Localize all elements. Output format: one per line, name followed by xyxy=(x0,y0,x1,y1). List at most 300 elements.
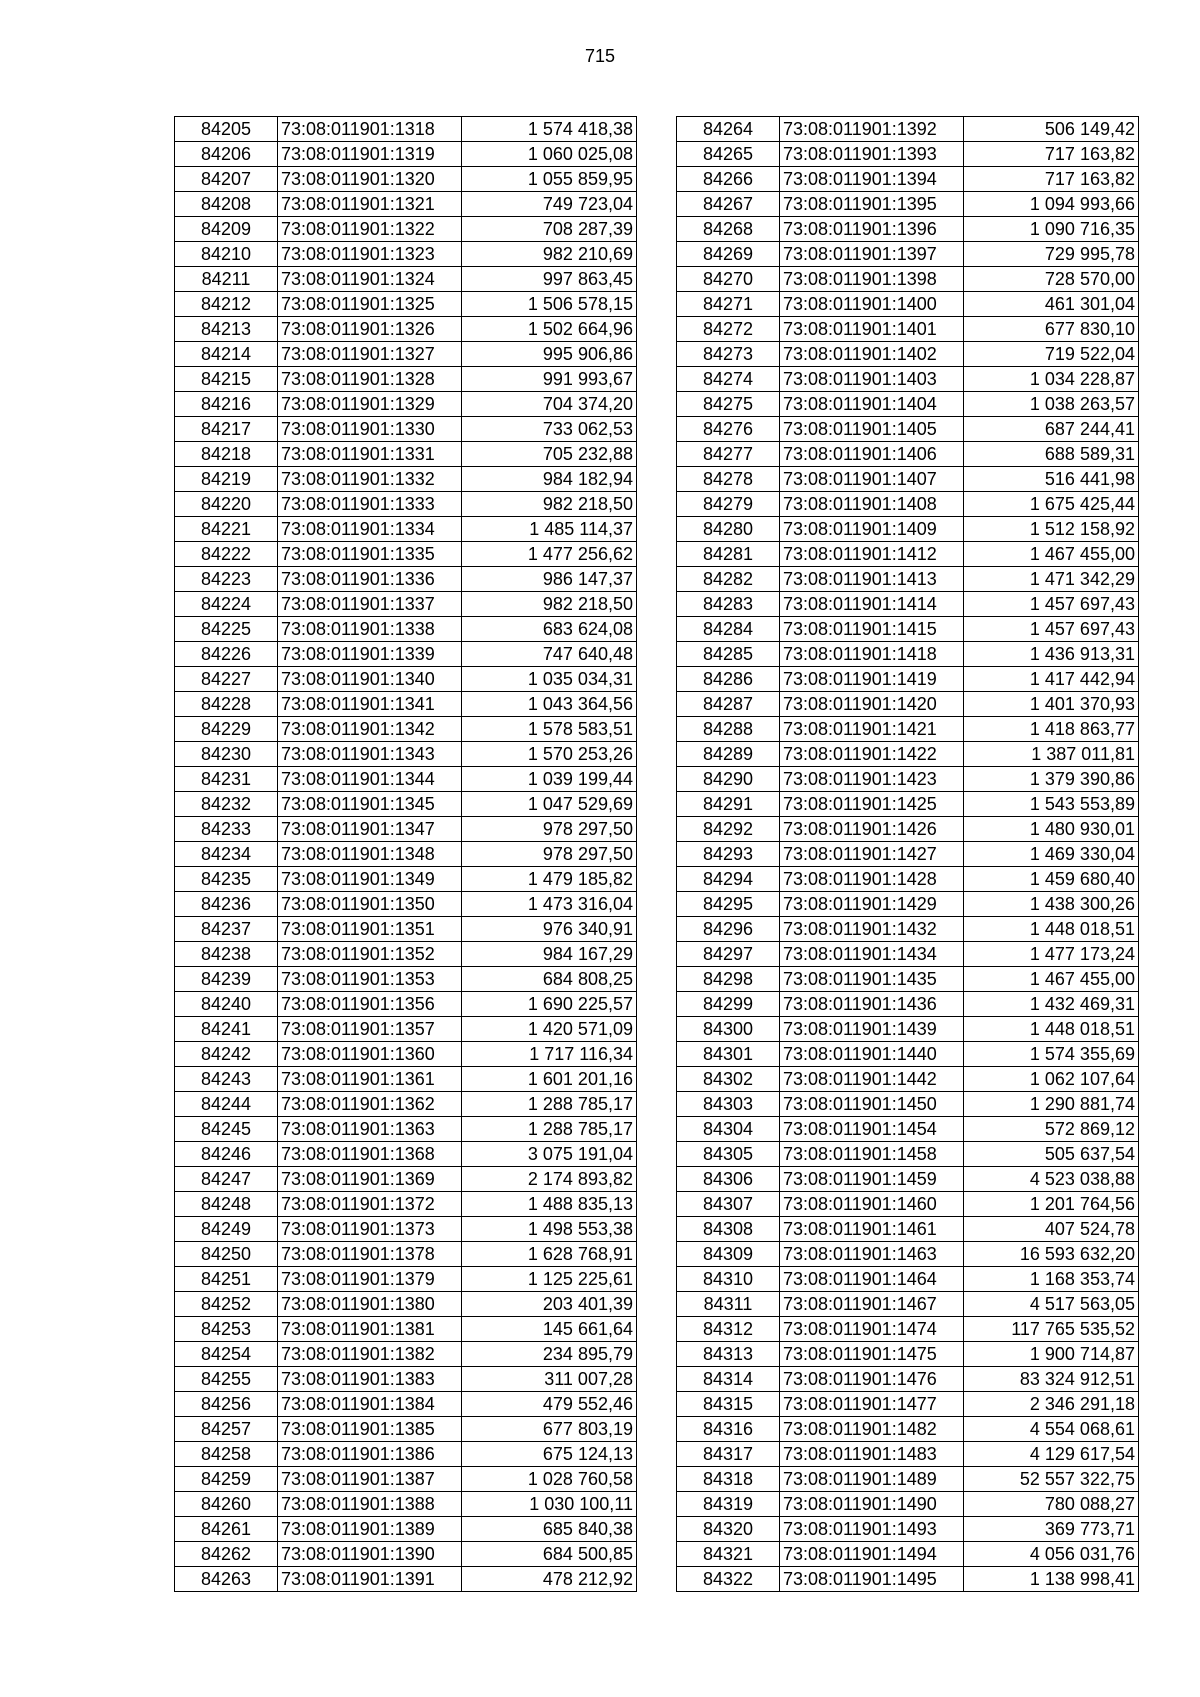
row-number-cell: 84209 xyxy=(175,217,278,242)
cadastral-number-cell: 73:08:011901:1322 xyxy=(278,217,462,242)
row-number-cell: 84215 xyxy=(175,367,278,392)
table-row xyxy=(175,167,637,192)
table-row xyxy=(175,1367,637,1392)
row-number-cell: 84247 xyxy=(175,1167,278,1192)
cadastral-number-cell: 73:08:011901:1493 xyxy=(780,1517,964,1542)
value-cell: 1 477 173,24 xyxy=(964,942,1139,967)
row-number-cell: 84291 xyxy=(677,792,780,817)
row-number-cell: 84236 xyxy=(175,892,278,917)
row-number-cell: 84207 xyxy=(175,167,278,192)
table-row xyxy=(175,517,637,542)
cadastral-number-cell: 73:08:011901:1412 xyxy=(780,542,964,567)
cadastral-number-cell: 73:08:011901:1405 xyxy=(780,417,964,442)
cadastral-number-cell: 73:08:011901:1402 xyxy=(780,342,964,367)
value-cell: 369 773,71 xyxy=(964,1517,1139,1542)
cadastral-number-cell: 73:08:011901:1396 xyxy=(780,217,964,242)
table-row xyxy=(175,1517,637,1542)
value-cell: 1 574 418,38 xyxy=(462,117,637,142)
value-cell: 1 417 442,94 xyxy=(964,667,1139,692)
cadastral-number-cell: 73:08:011901:1413 xyxy=(780,567,964,592)
cadastral-number-cell: 73:08:011901:1341 xyxy=(278,692,462,717)
value-cell: 717 163,82 xyxy=(964,167,1139,192)
cadastral-number-cell: 73:08:011901:1432 xyxy=(780,917,964,942)
table-row xyxy=(677,717,1139,742)
value-cell: 976 340,91 xyxy=(462,917,637,942)
cadastral-number-cell: 73:08:011901:1461 xyxy=(780,1217,964,1242)
row-number-cell: 84248 xyxy=(175,1192,278,1217)
cadastral-number-cell: 73:08:011901:1395 xyxy=(780,192,964,217)
cadastral-number-cell: 73:08:011901:1394 xyxy=(780,167,964,192)
value-cell: 1 401 370,93 xyxy=(964,692,1139,717)
value-cell: 1 900 714,87 xyxy=(964,1342,1139,1367)
value-cell: 997 863,45 xyxy=(462,267,637,292)
row-number-cell: 84319 xyxy=(677,1492,780,1517)
table-row xyxy=(175,767,637,792)
value-cell: 687 244,41 xyxy=(964,417,1139,442)
table-row xyxy=(175,192,637,217)
row-number-cell: 84234 xyxy=(175,842,278,867)
value-cell: 1 055 859,95 xyxy=(462,167,637,192)
cadastral-number-cell: 73:08:011901:1435 xyxy=(780,967,964,992)
table-row xyxy=(175,792,637,817)
value-cell: 1 038 263,57 xyxy=(964,392,1139,417)
value-cell: 4 056 031,76 xyxy=(964,1542,1139,1567)
value-cell: 719 522,04 xyxy=(964,342,1139,367)
value-cell: 1 432 469,31 xyxy=(964,992,1139,1017)
table-row xyxy=(175,1167,637,1192)
row-number-cell: 84217 xyxy=(175,417,278,442)
row-number-cell: 84300 xyxy=(677,1017,780,1042)
table-row xyxy=(677,542,1139,567)
value-cell: 1 448 018,51 xyxy=(964,917,1139,942)
value-cell: 685 840,38 xyxy=(462,1517,637,1542)
value-cell: 982 218,50 xyxy=(462,592,637,617)
value-cell: 1 039 199,44 xyxy=(462,767,637,792)
row-number-cell: 84282 xyxy=(677,567,780,592)
row-number-cell: 84241 xyxy=(175,1017,278,1042)
table-row xyxy=(677,467,1139,492)
table-row xyxy=(677,242,1139,267)
row-number-cell: 84242 xyxy=(175,1042,278,1067)
row-number-cell: 84255 xyxy=(175,1367,278,1392)
value-cell: 1 469 330,04 xyxy=(964,842,1139,867)
value-cell: 728 570,00 xyxy=(964,267,1139,292)
table-row xyxy=(677,1367,1139,1392)
cadastral-number-cell: 73:08:011901:1324 xyxy=(278,267,462,292)
cadastral-number-cell: 73:08:011901:1403 xyxy=(780,367,964,392)
row-number-cell: 84313 xyxy=(677,1342,780,1367)
cadastral-number-cell: 73:08:011901:1319 xyxy=(278,142,462,167)
cadastral-number-cell: 73:08:011901:1334 xyxy=(278,517,462,542)
table-row xyxy=(677,1467,1139,1492)
table-row xyxy=(677,817,1139,842)
value-cell: 688 589,31 xyxy=(964,442,1139,467)
table-row xyxy=(677,1542,1139,1567)
cadastral-number-cell: 73:08:011901:1350 xyxy=(278,892,462,917)
table-row xyxy=(677,1017,1139,1042)
cadastral-number-cell: 73:08:011901:1384 xyxy=(278,1392,462,1417)
cadastral-number-cell: 73:08:011901:1406 xyxy=(780,442,964,467)
value-cell: 1 288 785,17 xyxy=(462,1092,637,1117)
value-cell: 1 512 158,92 xyxy=(964,517,1139,542)
row-number-cell: 84296 xyxy=(677,917,780,942)
table-row xyxy=(677,742,1139,767)
value-cell: 708 287,39 xyxy=(462,217,637,242)
value-cell: 1 717 116,34 xyxy=(462,1042,637,1067)
value-cell: 677 803,19 xyxy=(462,1417,637,1442)
value-cell: 4 517 563,05 xyxy=(964,1292,1139,1317)
value-cell: 1 506 578,15 xyxy=(462,292,637,317)
row-number-cell: 84235 xyxy=(175,867,278,892)
table-row xyxy=(175,342,637,367)
value-cell: 733 062,53 xyxy=(462,417,637,442)
row-number-cell: 84310 xyxy=(677,1267,780,1292)
cadastral-number-cell: 73:08:011901:1363 xyxy=(278,1117,462,1142)
table-row xyxy=(175,392,637,417)
table-row xyxy=(677,1417,1139,1442)
table-row xyxy=(677,292,1139,317)
cadastral-number-cell: 73:08:011901:1381 xyxy=(278,1317,462,1342)
table-row xyxy=(175,492,637,517)
cadastral-number-cell: 73:08:011901:1348 xyxy=(278,842,462,867)
row-number-cell: 84216 xyxy=(175,392,278,417)
value-cell: 117 765 535,52 xyxy=(964,1317,1139,1342)
table-row xyxy=(175,217,637,242)
table-row xyxy=(677,517,1139,542)
value-cell: 1 379 390,86 xyxy=(964,767,1139,792)
cadastral-number-cell: 73:08:011901:1476 xyxy=(780,1367,964,1392)
row-number-cell: 84224 xyxy=(175,592,278,617)
cadastral-number-cell: 73:08:011901:1320 xyxy=(278,167,462,192)
table-row xyxy=(175,1392,637,1417)
value-cell: 1 690 225,57 xyxy=(462,992,637,1017)
row-number-cell: 84237 xyxy=(175,917,278,942)
cadastral-number-cell: 73:08:011901:1387 xyxy=(278,1467,462,1492)
row-number-cell: 84258 xyxy=(175,1442,278,1467)
value-cell: 684 500,85 xyxy=(462,1542,637,1567)
value-cell: 1 062 107,64 xyxy=(964,1067,1139,1092)
value-cell: 234 895,79 xyxy=(462,1342,637,1367)
row-number-cell: 84302 xyxy=(677,1067,780,1092)
row-number-cell: 84287 xyxy=(677,692,780,717)
row-number-cell: 84322 xyxy=(677,1567,780,1592)
table-row xyxy=(677,267,1139,292)
value-cell: 683 624,08 xyxy=(462,617,637,642)
value-cell: 407 524,78 xyxy=(964,1217,1139,1242)
value-cell: 1 479 185,82 xyxy=(462,867,637,892)
row-number-cell: 84260 xyxy=(175,1492,278,1517)
table-row xyxy=(175,842,637,867)
cadastral-number-cell: 73:08:011901:1495 xyxy=(780,1567,964,1592)
cadastral-number-cell: 73:08:011901:1400 xyxy=(780,292,964,317)
value-cell: 1 290 881,74 xyxy=(964,1092,1139,1117)
value-cell: 1 418 863,77 xyxy=(964,717,1139,742)
cadastral-number-cell: 73:08:011901:1427 xyxy=(780,842,964,867)
table-row xyxy=(175,467,637,492)
value-cell: 1 488 835,13 xyxy=(462,1192,637,1217)
row-number-cell: 84267 xyxy=(677,192,780,217)
cadastral-number-cell: 73:08:011901:1318 xyxy=(278,117,462,142)
table-row xyxy=(677,592,1139,617)
table-row xyxy=(175,617,637,642)
cadastral-number-cell: 73:08:011901:1419 xyxy=(780,667,964,692)
table-row xyxy=(677,642,1139,667)
row-number-cell: 84293 xyxy=(677,842,780,867)
value-cell: 1 034 228,87 xyxy=(964,367,1139,392)
cadastral-number-cell: 73:08:011901:1362 xyxy=(278,1092,462,1117)
cadastral-number-cell: 73:08:011901:1321 xyxy=(278,192,462,217)
table-row xyxy=(677,142,1139,167)
row-number-cell: 84228 xyxy=(175,692,278,717)
table-row xyxy=(175,242,637,267)
row-number-cell: 84223 xyxy=(175,567,278,592)
value-cell: 83 324 912,51 xyxy=(964,1367,1139,1392)
cadastral-number-cell: 73:08:011901:1408 xyxy=(780,492,964,517)
value-cell: 1 477 256,62 xyxy=(462,542,637,567)
table-row xyxy=(175,442,637,467)
row-number-cell: 84222 xyxy=(175,542,278,567)
table-row xyxy=(175,292,637,317)
table-row xyxy=(677,1217,1139,1242)
cadastral-number-cell: 73:08:011901:1361 xyxy=(278,1067,462,1092)
table-row xyxy=(175,742,637,767)
value-cell: 982 210,69 xyxy=(462,242,637,267)
row-number-cell: 84226 xyxy=(175,642,278,667)
cadastral-number-cell: 73:08:011901:1483 xyxy=(780,1442,964,1467)
value-cell: 747 640,48 xyxy=(462,642,637,667)
row-number-cell: 84275 xyxy=(677,392,780,417)
table-row xyxy=(175,1092,637,1117)
value-cell: 1 473 316,04 xyxy=(462,892,637,917)
row-number-cell: 84306 xyxy=(677,1167,780,1192)
cadastral-number-cell: 73:08:011901:1372 xyxy=(278,1192,462,1217)
value-cell: 1 125 225,61 xyxy=(462,1267,637,1292)
row-number-cell: 84206 xyxy=(175,142,278,167)
value-cell: 311 007,28 xyxy=(462,1367,637,1392)
table-row xyxy=(677,1242,1139,1267)
cadastral-number-cell: 73:08:011901:1464 xyxy=(780,1267,964,1292)
row-number-cell: 84232 xyxy=(175,792,278,817)
cadastral-number-cell: 73:08:011901:1428 xyxy=(780,867,964,892)
table-row xyxy=(677,867,1139,892)
row-number-cell: 84240 xyxy=(175,992,278,1017)
value-cell: 1 675 425,44 xyxy=(964,492,1139,517)
right-table-body xyxy=(677,117,1139,1592)
table-row xyxy=(175,1267,637,1292)
table-row xyxy=(175,1242,637,1267)
table-row xyxy=(677,1117,1139,1142)
cadastral-number-cell: 73:08:011901:1333 xyxy=(278,492,462,517)
row-number-cell: 84210 xyxy=(175,242,278,267)
value-cell: 704 374,20 xyxy=(462,392,637,417)
cadastral-number-cell: 73:08:011901:1414 xyxy=(780,592,964,617)
value-cell: 1 628 768,91 xyxy=(462,1242,637,1267)
cadastral-number-cell: 73:08:011901:1369 xyxy=(278,1167,462,1192)
value-cell: 1 485 114,37 xyxy=(462,517,637,542)
cadastral-number-cell: 73:08:011901:1327 xyxy=(278,342,462,367)
value-cell: 479 552,46 xyxy=(462,1392,637,1417)
row-number-cell: 84266 xyxy=(677,167,780,192)
cadastral-number-cell: 73:08:011901:1407 xyxy=(780,467,964,492)
cadastral-number-cell: 73:08:011901:1373 xyxy=(278,1217,462,1242)
table-row xyxy=(175,592,637,617)
row-number-cell: 84256 xyxy=(175,1392,278,1417)
value-cell: 1 094 993,66 xyxy=(964,192,1139,217)
value-cell: 749 723,04 xyxy=(462,192,637,217)
cadastral-number-cell: 73:08:011901:1332 xyxy=(278,467,462,492)
value-cell: 3 075 191,04 xyxy=(462,1142,637,1167)
cadastral-number-cell: 73:08:011901:1404 xyxy=(780,392,964,417)
row-number-cell: 84250 xyxy=(175,1242,278,1267)
value-cell: 729 995,78 xyxy=(964,242,1139,267)
table-row xyxy=(175,967,637,992)
cadastral-number-cell: 73:08:011901:1331 xyxy=(278,442,462,467)
value-cell: 1 438 300,26 xyxy=(964,892,1139,917)
value-cell: 2 174 893,82 xyxy=(462,1167,637,1192)
row-number-cell: 84252 xyxy=(175,1292,278,1317)
table-row xyxy=(677,792,1139,817)
cadastral-number-cell: 73:08:011901:1494 xyxy=(780,1542,964,1567)
cadastral-number-cell: 73:08:011901:1330 xyxy=(278,417,462,442)
value-cell: 1 574 355,69 xyxy=(964,1042,1139,1067)
table-row xyxy=(175,1542,637,1567)
cadastral-number-cell: 73:08:011901:1490 xyxy=(780,1492,964,1517)
cadastral-number-cell: 73:08:011901:1434 xyxy=(780,942,964,967)
table-row xyxy=(175,892,637,917)
cadastral-number-cell: 73:08:011901:1442 xyxy=(780,1067,964,1092)
table-row xyxy=(677,692,1139,717)
value-cell: 1 570 253,26 xyxy=(462,742,637,767)
table-row xyxy=(175,667,637,692)
table-row xyxy=(677,1167,1139,1192)
value-cell: 982 218,50 xyxy=(462,492,637,517)
row-number-cell: 84227 xyxy=(175,667,278,692)
table-row xyxy=(677,942,1139,967)
table-row xyxy=(175,1567,637,1592)
row-number-cell: 84271 xyxy=(677,292,780,317)
row-number-cell: 84278 xyxy=(677,467,780,492)
value-cell: 1 471 342,29 xyxy=(964,567,1139,592)
row-number-cell: 84251 xyxy=(175,1267,278,1292)
row-number-cell: 84294 xyxy=(677,867,780,892)
cadastral-number-cell: 73:08:011901:1328 xyxy=(278,367,462,392)
table-row xyxy=(175,1217,637,1242)
table-row xyxy=(677,417,1139,442)
row-number-cell: 84221 xyxy=(175,517,278,542)
row-number-cell: 84283 xyxy=(677,592,780,617)
row-number-cell: 84261 xyxy=(175,1517,278,1542)
row-number-cell: 84274 xyxy=(677,367,780,392)
row-number-cell: 84265 xyxy=(677,142,780,167)
table-row xyxy=(175,992,637,1017)
table-row xyxy=(677,342,1139,367)
row-number-cell: 84301 xyxy=(677,1042,780,1067)
table-row xyxy=(677,967,1139,992)
value-cell: 717 163,82 xyxy=(964,142,1139,167)
row-number-cell: 84311 xyxy=(677,1292,780,1317)
row-number-cell: 84281 xyxy=(677,542,780,567)
value-cell: 684 808,25 xyxy=(462,967,637,992)
row-number-cell: 84212 xyxy=(175,292,278,317)
row-number-cell: 84214 xyxy=(175,342,278,367)
table-row xyxy=(677,1067,1139,1092)
table-row xyxy=(175,417,637,442)
cadastral-number-cell: 73:08:011901:1460 xyxy=(780,1192,964,1217)
table-row xyxy=(677,1042,1139,1067)
row-number-cell: 84239 xyxy=(175,967,278,992)
value-cell: 1 090 716,35 xyxy=(964,217,1139,242)
row-number-cell: 84273 xyxy=(677,342,780,367)
row-number-cell: 84277 xyxy=(677,442,780,467)
cadastral-number-cell: 73:08:011901:1344 xyxy=(278,767,462,792)
cadastral-number-cell: 73:08:011901:1454 xyxy=(780,1117,964,1142)
table-row xyxy=(175,917,637,942)
row-number-cell: 84320 xyxy=(677,1517,780,1542)
table-row xyxy=(677,917,1139,942)
row-number-cell: 84285 xyxy=(677,642,780,667)
cadastral-number-cell: 73:08:011901:1345 xyxy=(278,792,462,817)
table-row xyxy=(677,1192,1139,1217)
table-row xyxy=(175,367,637,392)
table-row xyxy=(175,867,637,892)
row-number-cell: 84318 xyxy=(677,1467,780,1492)
table-row xyxy=(175,717,637,742)
row-number-cell: 84225 xyxy=(175,617,278,642)
cadastral-number-cell: 73:08:011901:1398 xyxy=(780,267,964,292)
value-cell: 986 147,37 xyxy=(462,567,637,592)
cadastral-number-cell: 73:08:011901:1338 xyxy=(278,617,462,642)
cadastral-number-cell: 73:08:011901:1325 xyxy=(278,292,462,317)
cadastral-number-cell: 73:08:011901:1336 xyxy=(278,567,462,592)
row-number-cell: 84243 xyxy=(175,1067,278,1092)
cadastral-number-cell: 73:08:011901:1388 xyxy=(278,1492,462,1517)
row-number-cell: 84218 xyxy=(175,442,278,467)
row-number-cell: 84244 xyxy=(175,1092,278,1117)
cadastral-number-cell: 73:08:011901:1425 xyxy=(780,792,964,817)
cadastral-number-cell: 73:08:011901:1440 xyxy=(780,1042,964,1067)
row-number-cell: 84259 xyxy=(175,1467,278,1492)
row-number-cell: 84270 xyxy=(677,267,780,292)
row-number-cell: 84262 xyxy=(175,1542,278,1567)
row-number-cell: 84245 xyxy=(175,1117,278,1142)
table-row xyxy=(175,1142,637,1167)
value-cell: 1 030 100,11 xyxy=(462,1492,637,1517)
table-row xyxy=(175,1317,637,1342)
value-cell: 1 502 664,96 xyxy=(462,317,637,342)
cadastral-number-cell: 73:08:011901:1343 xyxy=(278,742,462,767)
table-row xyxy=(175,1442,637,1467)
table-row xyxy=(175,817,637,842)
table-row xyxy=(175,142,637,167)
table-row xyxy=(175,642,637,667)
table-row xyxy=(677,392,1139,417)
row-number-cell: 84295 xyxy=(677,892,780,917)
table-row xyxy=(175,1192,637,1217)
cadastral-number-cell: 73:08:011901:1436 xyxy=(780,992,964,1017)
cadastral-number-cell: 73:08:011901:1351 xyxy=(278,917,462,942)
cadastral-number-cell: 73:08:011901:1323 xyxy=(278,242,462,267)
row-number-cell: 84315 xyxy=(677,1392,780,1417)
value-cell: 572 869,12 xyxy=(964,1117,1139,1142)
cadastral-number-cell: 73:08:011901:1422 xyxy=(780,742,964,767)
cadastral-number-cell: 73:08:011901:1357 xyxy=(278,1017,462,1042)
row-number-cell: 84292 xyxy=(677,817,780,842)
value-cell: 516 441,98 xyxy=(964,467,1139,492)
cadastral-number-cell: 73:08:011901:1378 xyxy=(278,1242,462,1267)
value-cell: 203 401,39 xyxy=(462,1292,637,1317)
row-number-cell: 84297 xyxy=(677,942,780,967)
cadastral-number-cell: 73:08:011901:1489 xyxy=(780,1467,964,1492)
